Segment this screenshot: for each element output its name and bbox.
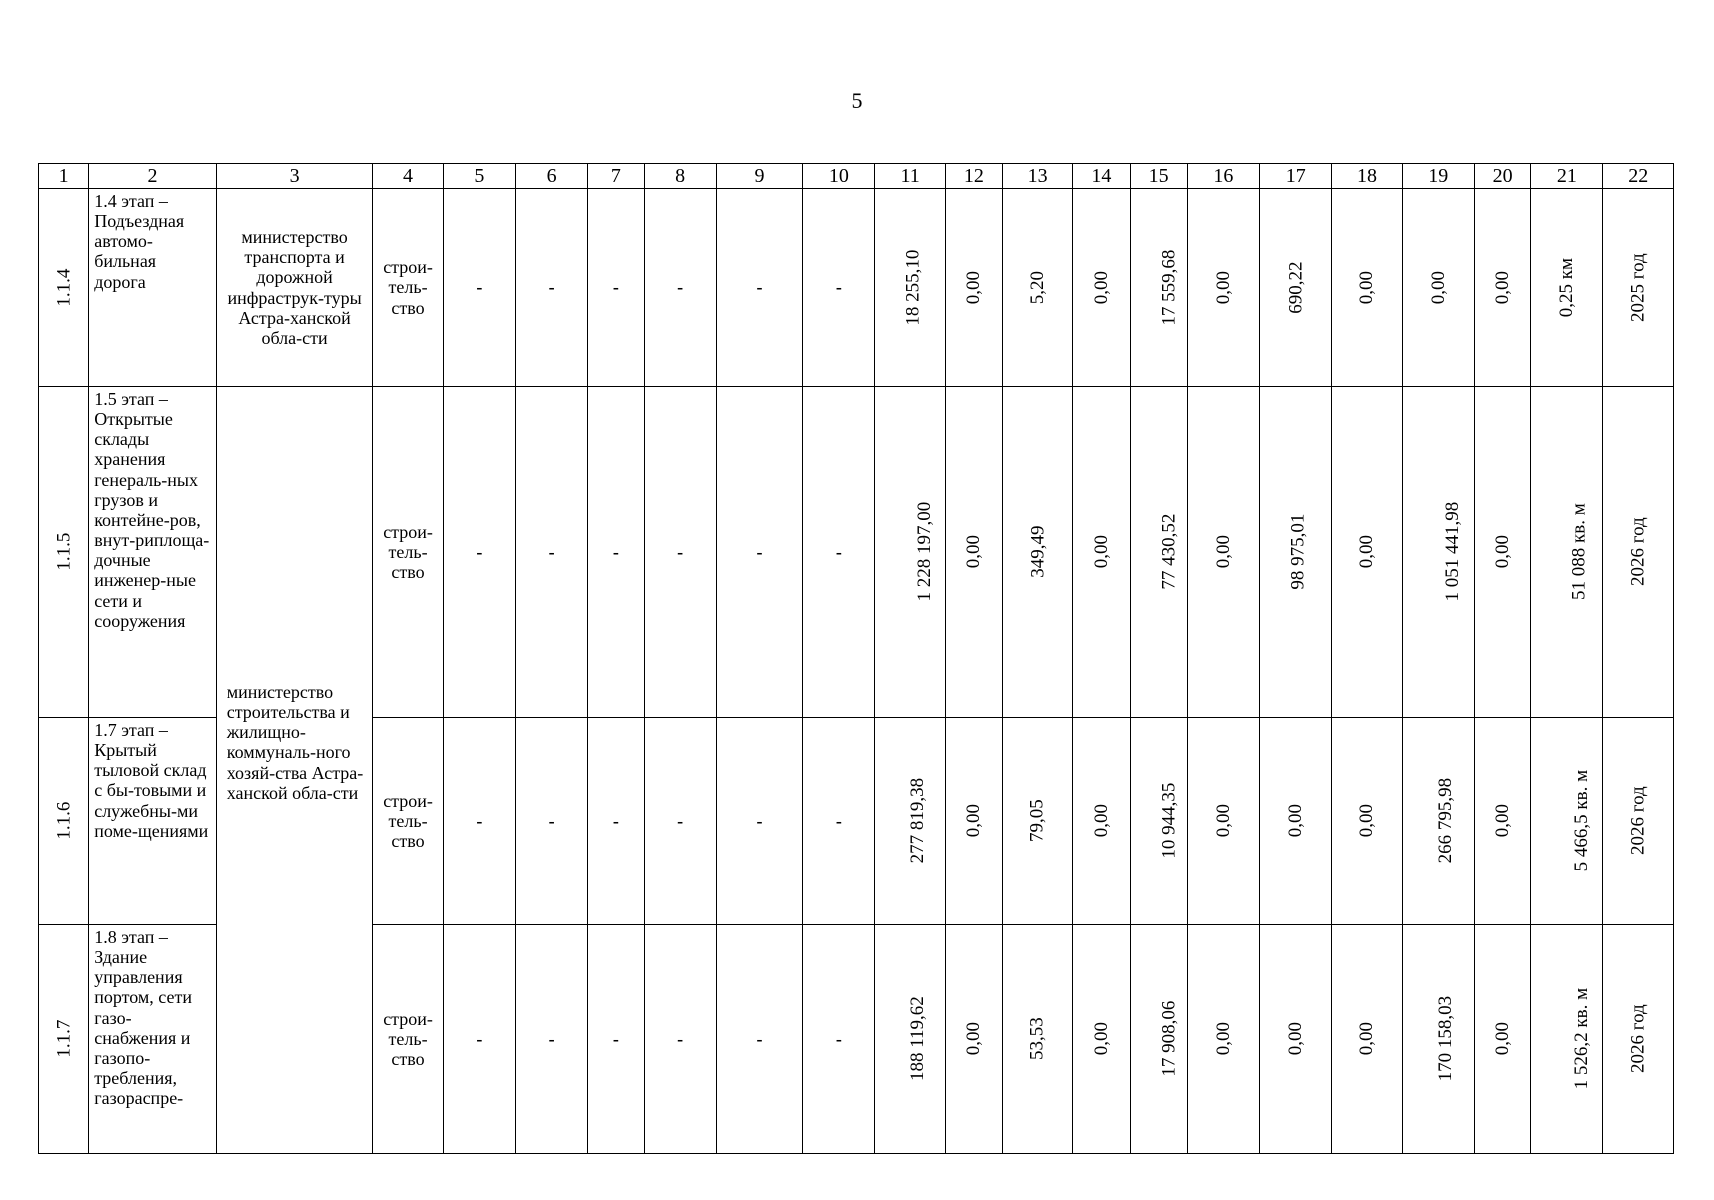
cell-5: -	[443, 387, 515, 718]
cell-20-value: 0,00	[1491, 804, 1513, 838]
cell-14-value: 0,00	[1090, 1022, 1112, 1056]
work-kind: строи-тель-ство	[373, 189, 443, 387]
column-number: 17	[1260, 164, 1332, 189]
cell-16	[1187, 925, 1259, 1154]
cell-13	[1003, 925, 1073, 1154]
cell-19	[1402, 925, 1474, 1154]
cell-13-value: 79,05	[1027, 799, 1049, 843]
row-number-cell	[39, 925, 89, 1154]
column-number-row	[39, 164, 1674, 189]
cell-12-value: 0,00	[963, 535, 985, 569]
column-number: 1	[39, 164, 89, 189]
cell-22	[1603, 387, 1674, 718]
cell-6: -	[515, 189, 587, 387]
cell-17	[1260, 925, 1332, 1154]
cell-13-value: 5,20	[1027, 270, 1049, 305]
row-number: 1.1.7	[52, 1019, 74, 1058]
cell-21	[1531, 387, 1603, 718]
cell-20	[1474, 718, 1530, 925]
cell-6: -	[515, 387, 587, 718]
cell-22-value: 2025 год	[1627, 253, 1649, 322]
cell-19-value: 1 051 441,98	[1441, 502, 1463, 602]
cell-20	[1474, 925, 1530, 1154]
cell-16	[1187, 189, 1259, 387]
cell-22	[1603, 189, 1674, 387]
work-kind: строи-тель-ство	[373, 718, 443, 925]
column-number: 21	[1531, 164, 1603, 189]
cell-14	[1073, 718, 1130, 925]
cell-19-value: 266 795,98	[1434, 778, 1456, 864]
table-row	[39, 387, 1674, 718]
cell-18-value: 0,00	[1356, 270, 1378, 305]
cell-12-value: 0,00	[963, 804, 985, 838]
column-number: 6	[515, 164, 587, 189]
cell-20	[1474, 189, 1530, 387]
cell-13	[1003, 189, 1073, 387]
cell-16	[1187, 387, 1259, 718]
cell-14-value: 0,00	[1090, 535, 1112, 569]
cell-18-value: 0,00	[1356, 1022, 1378, 1056]
cell-20-value: 0,00	[1491, 1022, 1513, 1056]
cell-12	[945, 189, 1002, 387]
cell-10: -	[803, 718, 875, 925]
cell-19	[1402, 718, 1474, 925]
cell-12-value: 0,00	[963, 1022, 985, 1056]
cell-15-value: 17 908,06	[1157, 1000, 1179, 1077]
cell-13-value: 53,53	[1027, 1017, 1049, 1061]
cell-16-value: 0,00	[1212, 1022, 1234, 1056]
row-number-cell	[39, 189, 89, 387]
cell-7: -	[588, 387, 644, 718]
table-row	[39, 189, 1674, 387]
object-name: 1.7 этап – Крытый тыловой склад с бы-товыми и служебны-ми поме-щениями	[89, 718, 217, 925]
page-number: 5	[851, 88, 863, 113]
cell-19-value: 0,00	[1427, 270, 1449, 305]
column-number: 18	[1332, 164, 1402, 189]
cell-18	[1332, 925, 1402, 1154]
column-number: 11	[875, 164, 945, 189]
cell-17-value: 690,22	[1285, 261, 1307, 314]
cell-21-value: 1 526,2 кв. м	[1571, 988, 1593, 1090]
cell-11	[875, 718, 945, 925]
cell-9: -	[716, 387, 802, 718]
cell-21	[1531, 718, 1603, 925]
cell-12-value: 0,00	[963, 270, 985, 305]
column-number: 3	[216, 164, 373, 189]
cell-10: -	[803, 189, 875, 387]
row-number-cell	[39, 387, 89, 718]
cell-13	[1003, 387, 1073, 718]
cell-22-value: 2026 год	[1627, 786, 1649, 856]
object-name: 1.5 этап – Открытые склады хранения генераль-ных грузов и контейне-ров, внут-риплоща-дочные инженер-ные сети и сооружения	[89, 387, 217, 718]
cell-16-value: 0,00	[1212, 535, 1234, 569]
cell-22-value: 2026 год	[1627, 1004, 1649, 1074]
column-number: 7	[588, 164, 644, 189]
cell-14	[1073, 387, 1130, 718]
cell-15-value: 17 559,68	[1157, 249, 1179, 326]
cell-21	[1531, 925, 1603, 1154]
row-number: 1.1.5	[52, 532, 74, 571]
cell-19	[1402, 189, 1474, 387]
cell-21-value: 5 466,5 кв. м	[1571, 770, 1593, 872]
cell-11-value: 188 119,62	[907, 996, 929, 1082]
cell-17	[1260, 387, 1332, 718]
cell-13-value: 349,49	[1027, 525, 1049, 579]
cell-16-value: 0,00	[1212, 804, 1234, 838]
cell-6: -	[515, 925, 587, 1154]
cell-20-value: 0,00	[1491, 270, 1513, 305]
column-number: 20	[1474, 164, 1530, 189]
executor-transport: министерство транспорта и дорожной инфраструк-туры Астра-ханской обла-сти	[216, 189, 373, 387]
cell-11-value: 1 228 197,00	[914, 502, 936, 602]
column-number: 15	[1130, 164, 1187, 189]
cell-11-value: 277 819,38	[907, 778, 929, 864]
work-kind: строи-тель-ство	[373, 387, 443, 718]
cell-10: -	[803, 387, 875, 718]
cell-11	[875, 387, 945, 718]
cell-15-value: 77 430,52	[1157, 513, 1179, 590]
investment-table	[38, 163, 1674, 1154]
cell-21-value: 51 088 кв. м	[1568, 503, 1590, 601]
cell-7: -	[588, 925, 644, 1154]
cell-11	[875, 189, 945, 387]
work-kind: строи-тель-ство	[373, 925, 443, 1154]
column-number: 22	[1603, 164, 1674, 189]
cell-19	[1402, 387, 1474, 718]
cell-5: -	[443, 189, 515, 387]
cell-8: -	[644, 925, 716, 1154]
object-name: 1.4 этап – Подъездная автомо-бильная дорога	[89, 189, 217, 387]
column-number: 8	[644, 164, 716, 189]
cell-7: -	[588, 718, 644, 925]
cell-19-value: 170 158,03	[1434, 996, 1456, 1082]
cell-12	[945, 387, 1002, 718]
cell-22-value: 2026 год	[1627, 517, 1649, 587]
column-number: 10	[803, 164, 875, 189]
cell-22	[1603, 925, 1674, 1154]
cell-18	[1332, 718, 1402, 925]
cell-15	[1130, 925, 1187, 1154]
cell-8: -	[644, 189, 716, 387]
cell-14-value: 0,00	[1090, 804, 1112, 838]
cell-8: -	[644, 387, 716, 718]
cell-11-value: 18 255,10	[902, 249, 924, 326]
cell-13	[1003, 718, 1073, 925]
cell-22	[1603, 718, 1674, 925]
cell-17	[1260, 189, 1332, 387]
cell-17	[1260, 718, 1332, 925]
column-number: 16	[1187, 164, 1259, 189]
cell-16	[1187, 718, 1259, 925]
cell-17-value: 0,00	[1285, 1022, 1307, 1056]
cell-12	[945, 718, 1002, 925]
cell-14-value: 0,00	[1090, 270, 1112, 305]
cell-17-value: 98 975,01	[1287, 513, 1309, 590]
cell-8: -	[644, 718, 716, 925]
executor-construction: министерство строительства и жилищно-коммуналь-ного хозяй-ства Астра-ханской обла-сти	[216, 387, 373, 1154]
cell-14	[1073, 189, 1130, 387]
cell-9: -	[716, 925, 802, 1154]
cell-9: -	[716, 189, 802, 387]
cell-6: -	[515, 718, 587, 925]
cell-5: -	[443, 925, 515, 1154]
cell-18-value: 0,00	[1356, 804, 1378, 838]
column-number: 9	[716, 164, 802, 189]
column-number: 12	[945, 164, 1002, 189]
cell-12	[945, 925, 1002, 1154]
cell-9: -	[716, 718, 802, 925]
cell-21	[1531, 189, 1603, 387]
column-number: 13	[1003, 164, 1073, 189]
cell-14	[1073, 925, 1130, 1154]
cell-15	[1130, 718, 1187, 925]
cell-15	[1130, 189, 1187, 387]
cell-10: -	[803, 925, 875, 1154]
cell-17-value: 0,00	[1285, 804, 1307, 838]
column-number: 2	[89, 164, 217, 189]
cell-18	[1332, 189, 1402, 387]
cell-11	[875, 925, 945, 1154]
column-number: 14	[1073, 164, 1130, 189]
column-number: 4	[373, 164, 443, 189]
cell-20-value: 0,00	[1491, 535, 1513, 569]
column-number: 19	[1402, 164, 1474, 189]
column-number: 5	[443, 164, 515, 189]
cell-15	[1130, 387, 1187, 718]
cell-18	[1332, 387, 1402, 718]
cell-20	[1474, 387, 1530, 718]
cell-15-value: 10 944,35	[1157, 782, 1179, 859]
row-number-cell	[39, 718, 89, 925]
cell-7: -	[588, 189, 644, 387]
object-name: 1.8 этап – Здание управления портом, сети газо-снабжения и газопо-требления, газораспре-	[89, 925, 217, 1154]
cell-5: -	[443, 718, 515, 925]
row-number: 1.1.6	[52, 801, 74, 840]
cell-21-value: 0,25 км	[1556, 257, 1578, 318]
row-number: 1.1.4	[52, 268, 74, 307]
cell-16-value: 0,00	[1212, 270, 1234, 305]
cell-18-value: 0,00	[1356, 535, 1378, 569]
